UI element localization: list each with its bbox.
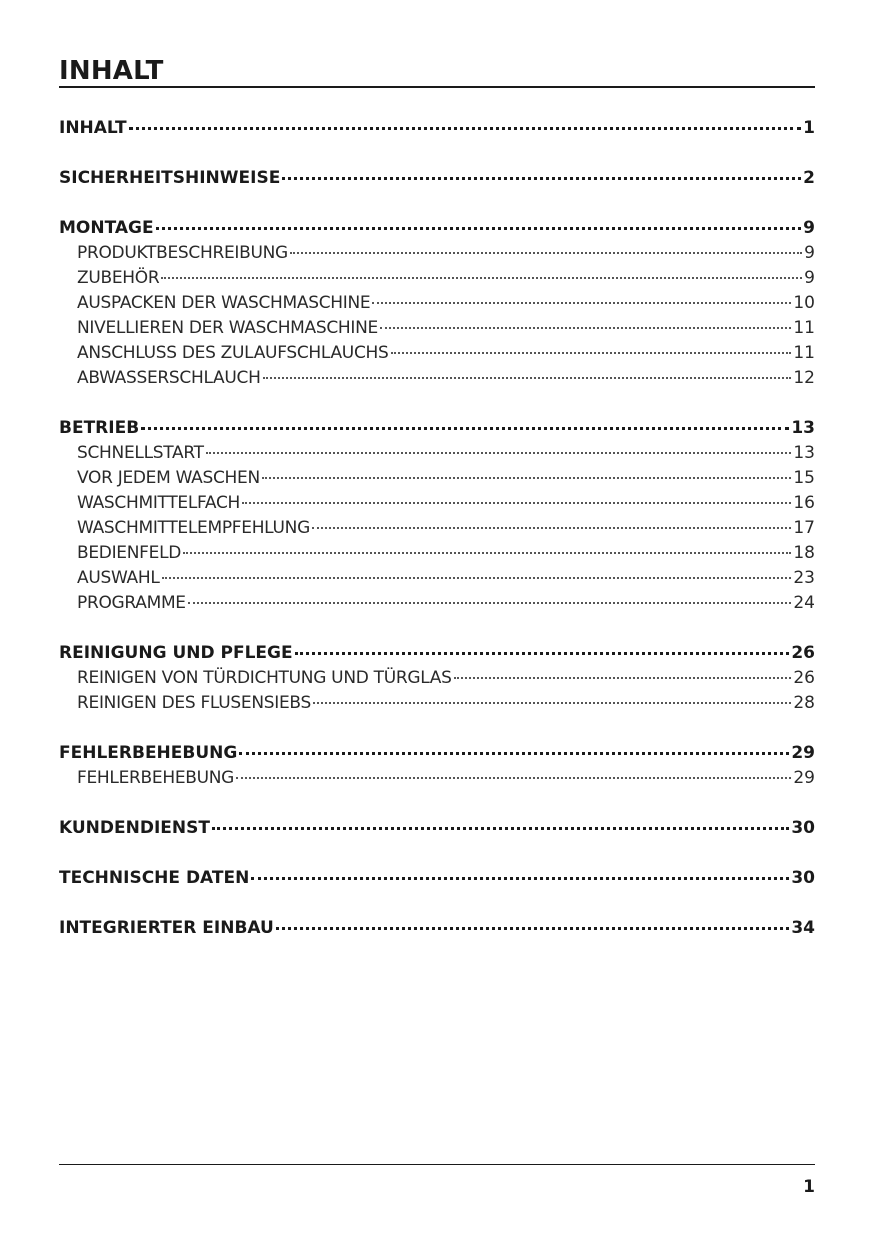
toc-entry-label: INTEGRIERTER EINBAU: [59, 918, 274, 938]
dot-leader: [282, 177, 801, 180]
toc-entry-page: 23: [793, 568, 815, 588]
toc-entry-page: 29: [793, 768, 815, 788]
toc-entry-label: WASCHMITTELFACH: [77, 493, 241, 513]
toc-subentry-zulaufschlauch[interactable]: [59, 342, 815, 364]
dot-leader: [206, 452, 792, 454]
toc-entry-page: 1: [803, 118, 815, 138]
toc-entry-label: WASCHMITTELEMPFEHLUNG: [77, 518, 310, 538]
toc-entry-page: 26: [793, 668, 815, 688]
toc-entry-kundendienst[interactable]: [59, 817, 815, 839]
page-title: INHALT: [59, 56, 164, 86]
toc-subentry-vor-jedem-waschen[interactable]: [59, 467, 815, 489]
toc-entry-label: AUSWAHL: [77, 568, 160, 588]
toc-entry-label: BEDIENFELD: [77, 543, 182, 563]
toc-subentry-flusensieb[interactable]: [59, 692, 815, 714]
toc-entry-page: 17: [793, 518, 815, 538]
toc-subentry-produktbeschreibung[interactable]: [59, 242, 815, 264]
toc-entry-label: MONTAGE: [59, 218, 154, 238]
dot-leader: [212, 827, 789, 830]
toc-entry-label: ZUBEHÖR: [77, 268, 160, 288]
dot-leader: [239, 752, 789, 755]
footer-page-number: 1: [803, 1177, 815, 1197]
dot-leader: [262, 477, 791, 479]
toc-entry-label: REINIGEN DES FLUSENSIEBS: [77, 693, 311, 713]
toc-entry-label: PRODUKTBESCHREIBUNG: [77, 243, 288, 263]
toc-entry-page: 9: [804, 243, 815, 263]
toc-subentry-bedienfeld[interactable]: [59, 542, 815, 564]
toc-entry-page: 15: [793, 468, 815, 488]
dot-leader: [276, 927, 789, 930]
dot-leader: [156, 227, 802, 230]
toc-entry-label: REINIGEN VON TÜRDICHTUNG UND TÜRGLAS: [77, 668, 452, 688]
dot-leader: [454, 677, 792, 679]
dot-leader: [188, 602, 792, 604]
toc-subentry-auspacken[interactable]: [59, 292, 815, 314]
toc-entry-page: 29: [791, 743, 815, 763]
toc-subentry-tuerdichtung[interactable]: [59, 667, 815, 689]
toc-entry-page: 16: [793, 493, 815, 513]
toc-entry-label: AUSPACKEN DER WASCHMASCHINE: [77, 293, 371, 313]
dot-leader: [372, 302, 791, 304]
toc-subentry-nivellieren[interactable]: [59, 317, 815, 339]
toc-entry-sicherheitshinweise[interactable]: [59, 167, 815, 189]
toc-entry-page: 24: [793, 593, 815, 613]
toc-entry-label: NIVELLIEREN DER WASCHMASCHINE: [77, 318, 378, 338]
toc-entry-page: 26: [791, 643, 815, 663]
footer-divider: [59, 1164, 815, 1165]
toc-entry-page: 30: [791, 818, 815, 838]
toc-entry-label: BETRIEB: [59, 418, 140, 438]
dot-leader: [162, 577, 792, 579]
toc-subentry-fehlerbehebung[interactable]: [59, 767, 815, 789]
toc-entry-page: 12: [793, 368, 815, 388]
toc-entry-label: VOR JEDEM WASCHEN: [77, 468, 260, 488]
toc-entry-page: 2: [803, 168, 815, 188]
dot-leader: [312, 527, 791, 529]
toc-entry-page: 28: [793, 693, 815, 713]
toc-entry-integrierter-einbau[interactable]: [59, 917, 815, 939]
toc-entry-page: 34: [791, 918, 815, 938]
toc-subentry-waschmittelempfehlung[interactable]: [59, 517, 815, 539]
toc-entry-page: 9: [803, 218, 815, 238]
dot-leader: [290, 252, 802, 254]
toc-entry-label: ABWASSERSCHLAUCH: [77, 368, 261, 388]
toc-subentry-auswahl[interactable]: [59, 567, 815, 589]
toc-entry-label: SCHNELLSTART: [77, 443, 204, 463]
toc-entry-label: INHALT: [59, 118, 127, 138]
toc-subentry-waschmittelfach[interactable]: [59, 492, 815, 514]
toc-entry-technische-daten[interactable]: [59, 867, 815, 889]
table-of-contents: [59, 0, 815, 1240]
toc-entry-page: 13: [793, 443, 815, 463]
dot-leader: [141, 427, 789, 430]
dot-leader: [313, 702, 791, 704]
toc-entry-page: 18: [793, 543, 815, 563]
toc-entry-label: PROGRAMME: [77, 593, 186, 613]
toc-entry-inhalt[interactable]: [59, 117, 815, 139]
dot-leader: [242, 502, 791, 504]
dot-leader: [391, 352, 792, 354]
toc-entry-reinigung-und-pflege[interactable]: [59, 642, 815, 664]
dot-leader: [183, 552, 791, 554]
toc-entry-page: 10: [793, 293, 815, 313]
toc-subentry-programme[interactable]: [59, 592, 815, 614]
toc-entry-label: ANSCHLUSS DES ZULAUFSCHLAUCHS: [77, 343, 389, 363]
dot-leader: [295, 652, 790, 655]
toc-entry-montage[interactable]: [59, 217, 815, 239]
dot-leader: [161, 277, 802, 279]
toc-subentry-abwasserschlauch[interactable]: [59, 367, 815, 389]
toc-entry-page: 13: [791, 418, 815, 438]
dot-leader: [129, 127, 802, 130]
dot-leader: [236, 777, 791, 779]
toc-entry-fehlerbehebung[interactable]: [59, 742, 815, 764]
dot-leader: [380, 327, 791, 329]
dot-leader: [251, 877, 789, 880]
toc-entry-label: KUNDENDIENST: [59, 818, 210, 838]
toc-entry-label: FEHLERBEHEBUNG: [77, 768, 235, 788]
toc-entry-page: 9: [804, 268, 815, 288]
toc-entry-page: 30: [791, 868, 815, 888]
toc-entry-label: TECHNISCHE DATEN: [59, 868, 250, 888]
toc-entry-page: 11: [793, 318, 815, 338]
toc-entry-betrieb[interactable]: [59, 417, 815, 439]
toc-subentry-schnellstart[interactable]: [59, 442, 815, 464]
toc-entry-label: SICHERHEITSHINWEISE: [59, 168, 281, 188]
toc-entry-label: REINIGUNG UND PFLEGE: [59, 643, 293, 663]
toc-entry-label: FEHLERBEHEBUNG: [59, 743, 238, 763]
dot-leader: [263, 377, 792, 379]
toc-subentry-zubehoer[interactable]: [59, 267, 815, 289]
toc-entry-page: 11: [793, 343, 815, 363]
